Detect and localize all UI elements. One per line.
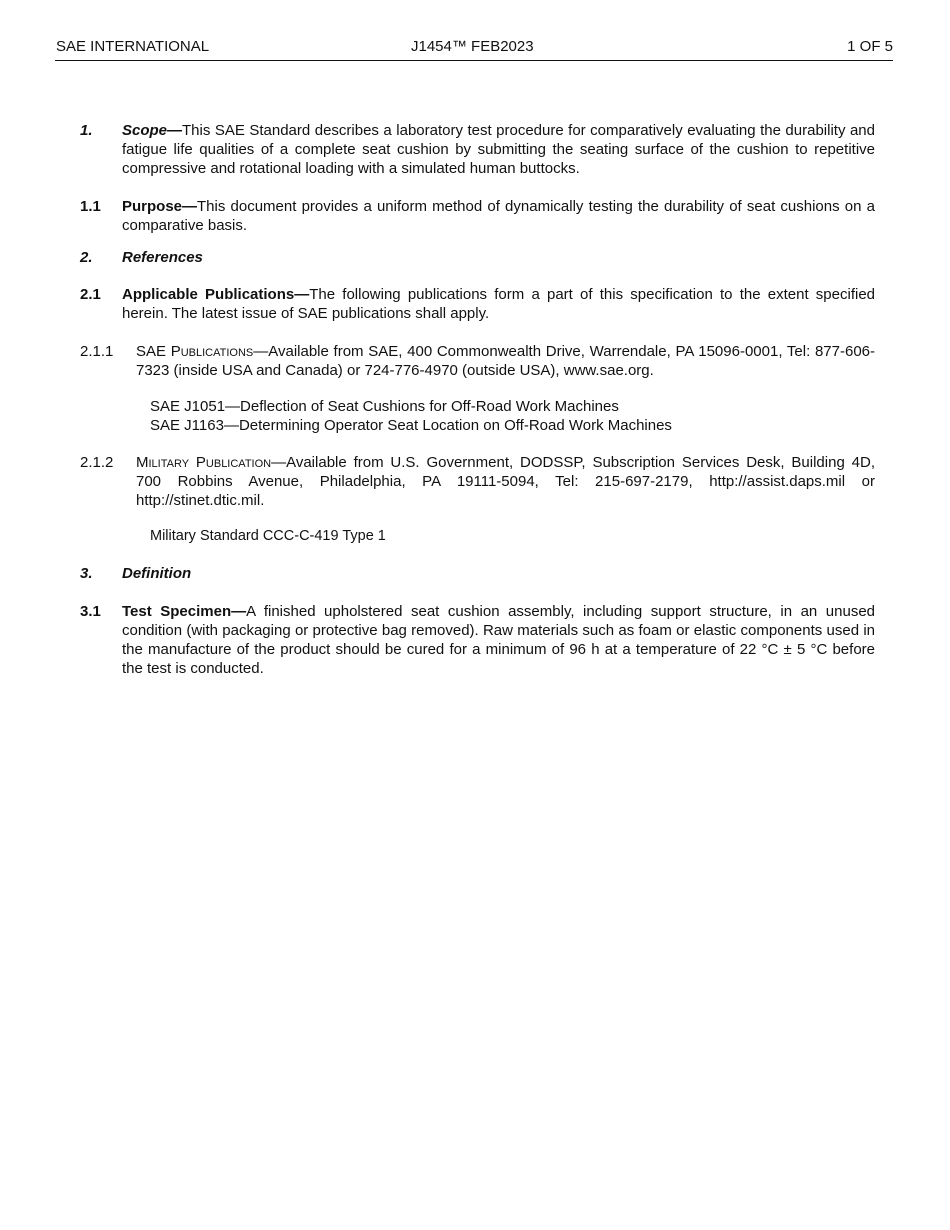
section-title: Scope— — [122, 122, 183, 139]
section-title: References — [122, 249, 203, 266]
section-text: —Available from U.S. Government, DODSSP, Subscription Services Desk, Building 4D, 700 Robbins Avenue, Philadelphia, PA 19111-5094, Tel: 215-697-2179, http://assist.daps.mil or http://stinet.dtic.mil. — [136, 454, 875, 509]
section-paragraph — [122, 197, 875, 235]
section-number: 3. — [80, 565, 93, 582]
section-text: —Available from SAE, 400 Commonwealth Drive, Warrendale, PA 15096-0001, Tel: 877-606-7323 (inside USA and Canada) or 724-776-4970 (outside USA), www.sae.org. — [136, 343, 875, 379]
page-header — [55, 38, 893, 61]
section-text: This document provides a uniform method of dynamically testing the durability of seat cushions on a comparative basis. — [122, 198, 875, 234]
section-number: 2.1.1 — [80, 343, 114, 360]
section-title: Applicable Publications— — [122, 286, 310, 303]
section-paragraph — [136, 342, 875, 380]
section-title: Purpose— — [122, 198, 198, 215]
section-title: Military Publication — [136, 454, 272, 471]
header-page-number: 1 OF 5 — [847, 38, 893, 55]
section-paragraph — [122, 285, 875, 323]
section-text: The following publications form a part of this specification to the extent specified herein. The latest issue of SAE publications shall apply. — [122, 286, 876, 322]
header-organization: SAE INTERNATIONAL — [56, 38, 210, 55]
section-number: 2.1.2 — [80, 454, 114, 471]
section-paragraph — [136, 453, 875, 510]
section-number: 1.1 — [80, 198, 101, 215]
header-document-id: J1454™ FEB2023 — [411, 38, 534, 55]
section-text: A finished upholstered seat cushion assembly, including support structure, in an unused condition (with packaging or protective bag removed). Raw materials such as foam or elastic components used in the manufacture of the product should be cured for a minimum of 96 h at a temperature of 22 °C ± 5 °C before the test is conducted. — [122, 603, 875, 677]
reference-item: SAE J1163—Determining Operator Seat Location on Off-Road Work Machines — [150, 417, 672, 434]
section-paragraph — [122, 602, 875, 678]
section-paragraph — [122, 564, 875, 583]
section-number: 3.1 — [80, 603, 101, 620]
reference-item: SAE J1051—Deflection of Seat Cushions for Off-Road Work Machines — [150, 398, 619, 415]
section-number: 1. — [80, 122, 93, 139]
section-title: Test Specimen— — [122, 603, 247, 620]
section-number: 2.1 — [80, 286, 101, 303]
section-text: This SAE Standard describes a laboratory test procedure for comparatively evaluating the durability and fatigue life qualities of a complete seat cushion by submitting the seating surface of the cushion to repetitive compressive and rotational loading with a simulated human buttocks. — [122, 122, 875, 177]
section-title: SAE Publications — [136, 343, 254, 360]
section-paragraph — [122, 121, 875, 178]
section-title: Definition — [122, 565, 192, 582]
reference-item: Military Standard CCC-C-419 Type 1 — [150, 528, 386, 544]
section-paragraph — [122, 248, 875, 267]
section-number: 2. — [80, 249, 93, 266]
